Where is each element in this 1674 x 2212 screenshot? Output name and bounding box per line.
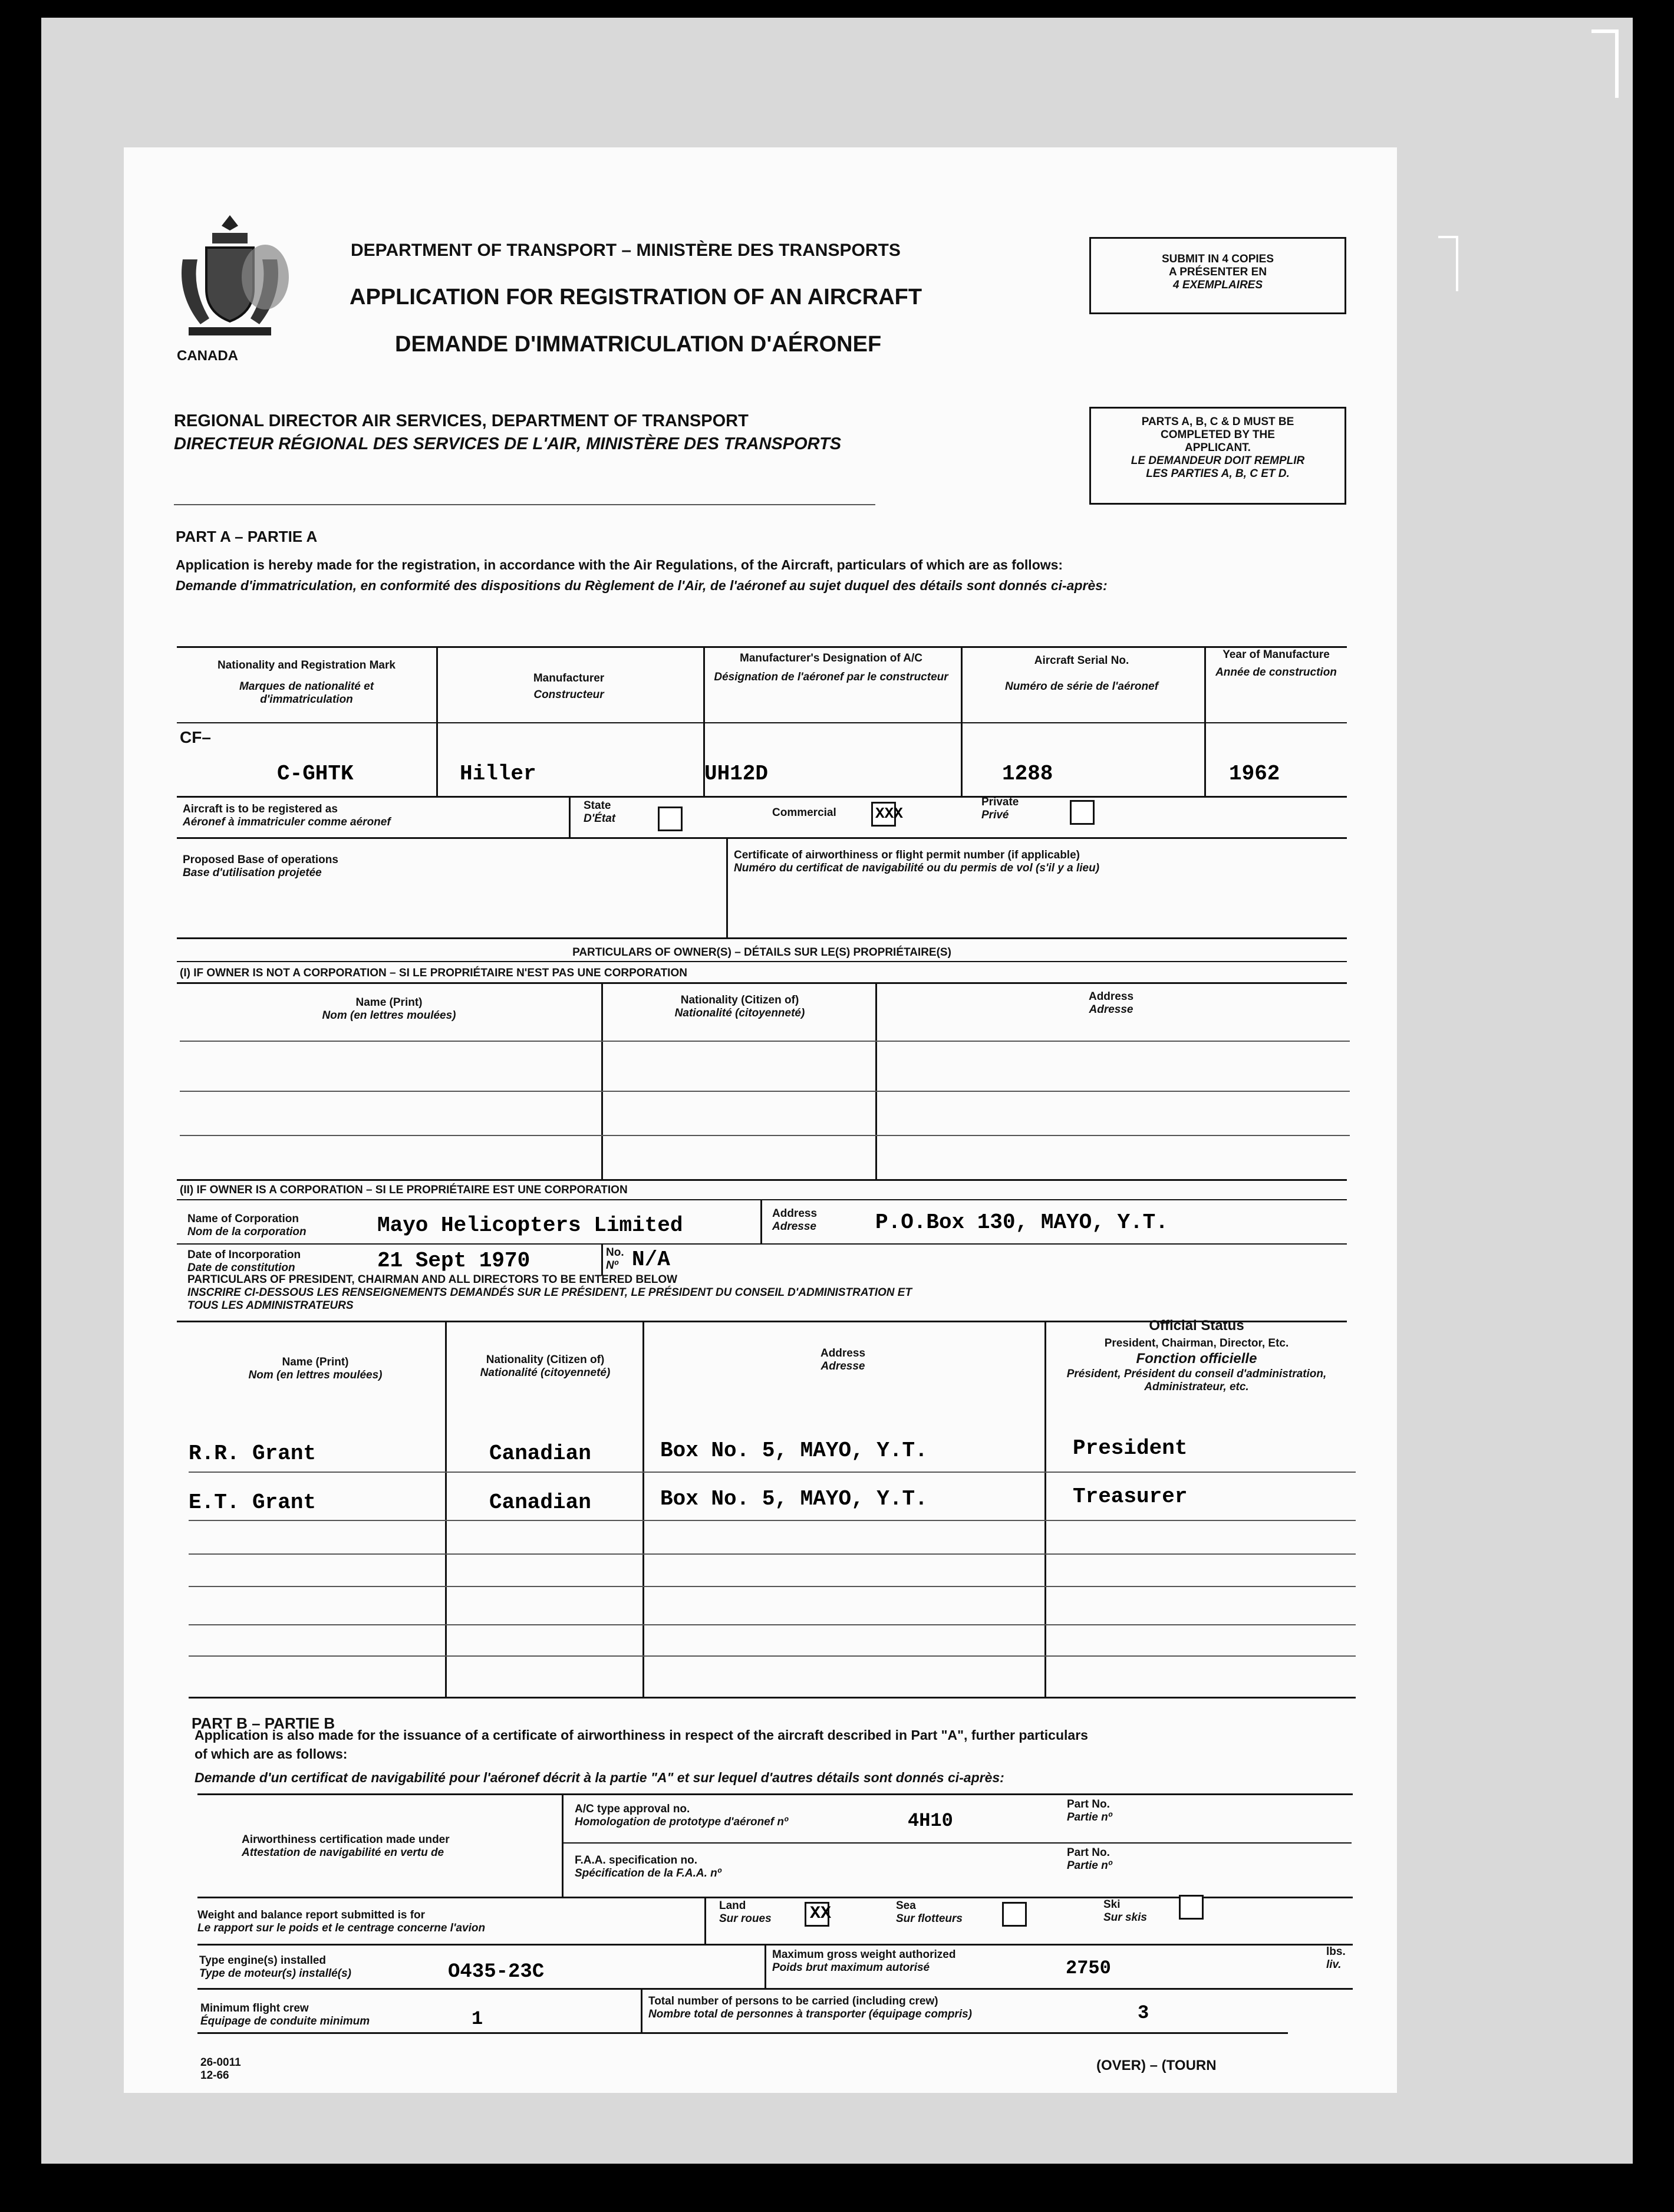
officer-nationality-header [448,1354,642,1380]
table-rule [177,937,1347,939]
registration-value: C-GHTK [277,762,354,786]
max-weight-label [772,1948,955,1974]
part-no-fr: Partie nº [1067,1859,1112,1872]
form-no: 26-0011 [200,2056,241,2069]
corp-address-en: Address [772,1207,818,1220]
type-approval-en: A/C type approval no. [575,1803,690,1815]
commercial-mark: XXX [875,805,903,822]
commercial-label: Commercial [772,807,836,819]
director-en: REGIONAL DIRECTOR AIR SERVICES, DEPARTMENT OF TRANSPORT [174,412,749,430]
unit-lbs: lbs. [1326,1946,1346,1958]
part-b-intro-en: of which are as follows: [195,1746,348,1762]
table-rule [177,722,1347,723]
engine-fr: Type de moteur(s) installé(s) [199,1967,351,1980]
officer-row-line [189,1472,1356,1473]
number-value: N/A [632,1247,670,1272]
officer-row-line [189,1553,1356,1555]
incorporation-label [187,1249,301,1275]
cert-made-fr: Attestation de navigabilité en vertu de [242,1846,444,1859]
min-crew-value: 1 [472,2008,483,2030]
cf-prefix: CF– [180,728,211,746]
col-label-en: Nationality and Registration Mark [218,659,396,672]
state-label [584,799,615,825]
col-label-fr: Adresse [1089,1003,1133,1016]
col-label-en: Nationality (Citizen of) [680,994,799,1006]
table-divider [569,796,571,837]
crew-en: Minimum flight crew [200,2002,309,2015]
table-rule [177,1179,1347,1181]
weight-balance-label [197,1909,485,1935]
table-divider [641,1988,642,2032]
table-divider [601,1243,603,1276]
col-label-en: Nationality (Citizen of) [486,1354,605,1366]
officers-fr: TOUS LES ADMINISTRATEURS [187,1299,354,1312]
max-weight-value: 2750 [1066,1957,1111,1979]
form-number [200,2056,241,2082]
table-divider [961,646,963,796]
col-label-en: Name (Print) [282,1356,349,1368]
corp-name-label [187,1213,307,1239]
col-label-en: Name (Print) [355,996,423,1009]
officers-heading [187,1273,912,1312]
cert-fr: Numéro du certificat de navigabilité ou du permis de vol (s'il y a lieu) [734,862,1100,874]
col-label-fr: Désignation de l'aéronef par le constructeur [714,671,948,683]
ski-en: Ski [1103,1898,1121,1911]
sea-fr: Sur flotteurs [896,1913,963,1925]
engine-value: O435-23C [448,1961,545,1983]
inc-en: Date of Incorporation [187,1249,301,1261]
col-label-en: Year of Manufacture [1222,649,1330,661]
cert-number-label [734,849,1099,875]
table-rule [177,837,1347,839]
not-corporation-heading: (I) IF OWNER IS NOT A CORPORATION – SI LE PROPRIÉTAIRE N'EST PAS UNE CORPORATION [180,967,687,979]
officer-row-line [189,1624,1356,1625]
private-label [981,796,1019,822]
officer-row-line [189,1520,1356,1521]
part-b-intro-en: Application is also made for the issuance of a certificate of airworthiness in respect of the aircraft described in Part "A", further particulars [195,1727,1088,1743]
officer-row-line [189,1655,1356,1657]
no-fr: Nº [606,1259,618,1272]
table-rule [177,961,1347,962]
manufacturer-value: Hiller [460,762,536,786]
land-checkbox[interactable] [805,1902,832,1927]
cert-en: Certificate of airworthiness or flight permit number (if applicable) [734,849,1080,861]
col-registration-header [195,659,418,706]
part-no-en: Part No. [1067,1846,1110,1859]
type-approval-label [575,1803,788,1829]
serial-value: 1288 [1002,762,1053,786]
certification-made-label [242,1834,450,1859]
table-divider [875,982,877,1179]
base-en: Proposed Base of operations [183,854,338,866]
part-no-label [1067,1798,1112,1824]
corp-name-value: Mayo Helicopters Limited [377,1213,683,1237]
part-b-heading: PART B – PARTIE B [192,1714,335,1732]
officer-name-header [183,1356,448,1382]
type-approval-value: 4H10 [908,1810,953,1832]
canada-coat-of-arms-icon [171,212,289,348]
form-title-en: APPLICATION FOR REGISTRATION OF AN AIRCRAFT [350,285,922,310]
table-divider [704,1897,706,1944]
corp-address-value: P.O.Box 130, MAYO, Y.T. [875,1210,1168,1235]
table-divider [445,1321,447,1698]
persons-label [648,1995,972,2021]
department-heading: DEPARTMENT OF TRANSPORT – MINISTÈRE DES TRANSPORTS [351,241,901,260]
sea-label [896,1900,963,1925]
private-en: Private [981,796,1019,808]
land-fr: Sur roues [719,1913,772,1925]
parts-line: COMPLETED BY THE [1161,429,1275,441]
crew-fr: Équipage de conduite minimum [200,2015,370,2027]
director-address-line [174,504,875,505]
type-approval-fr: Homologation de prototype d'aéronef nº [575,1816,788,1828]
col-manufacturer-header [448,672,690,702]
corp-name-fr: Nom de la corporation [187,1226,307,1238]
table-rule [197,2032,1288,2034]
land-label [719,1900,772,1925]
form-title-fr: DEMANDE D'IMMATRICULATION D'AÉRONEF [395,332,882,357]
base-fr: Base d'utilisation projetée [183,867,322,879]
col-label-en: Manufacturer's Designation of A/C [740,652,922,664]
persons-value: 3 [1138,2002,1149,2024]
officer-nationality: Canadian [489,1441,591,1466]
officers-en: PARTICULARS OF PRESIDENT, CHAIRMAN AND ALL DIRECTORS TO BE ENTERED BELOW [187,1273,678,1286]
inc-fr: Date de constitution [187,1262,295,1274]
col-label-fr: Nationalité (citoyenneté) [674,1007,805,1019]
parts-line: PARTS A, B, C & D MUST BE [1141,416,1294,428]
part-b-intro-fr: Demande d'un certificat de navigabilité pour l'aéronef décrit à la partie "A" et sur lequel d'autres détails sont donnés ci-après: [195,1770,1004,1785]
part-no-fr: Partie nº [1067,1811,1112,1823]
table-rule [197,1988,1353,1990]
corp-address-label [772,1207,817,1233]
table-divider [726,837,728,937]
table-rule [197,1944,1353,1946]
officer-nationality: Canadian [489,1490,591,1515]
status-en: Official Status [1149,1318,1244,1334]
col-serial-header [973,654,1191,693]
film-corner-mark [1591,29,1619,98]
officer-row-line [189,1586,1356,1587]
officer-name: R.R. Grant [189,1441,317,1466]
col-label-fr: Année de construction [1215,666,1337,679]
table-rule [189,1697,1356,1698]
part-no-label [1067,1846,1112,1872]
base-label [183,854,338,880]
parts-line: LES PARTIES A, B, C ET D. [1146,468,1290,480]
year-value: 1962 [1229,762,1280,786]
state-fr: D'État [584,812,616,825]
col-label-fr: Marques de nationalité et d'immatriculation [239,680,374,706]
corp-address-fr: Adresse [772,1220,816,1233]
col-label-fr: Nationalité (citoyenneté) [480,1367,611,1379]
unit-liv: liv. [1326,1958,1342,1971]
cert-made-en: Airworthiness certification made under [242,1834,450,1846]
table-divider [760,1199,762,1243]
sea-en: Sea [896,1900,916,1912]
part-a-heading: PART A – PARTIE A [176,528,318,545]
faa-fr: Spécification de la F.A.A. nº [575,1867,721,1879]
private-fr: Privé [981,809,1009,821]
faa-en: F.A.A. specification no. [575,1854,697,1867]
table-divider [1204,646,1206,796]
persons-en: Total number of persons to be carried (including crew) [648,1995,938,2007]
film-corner-mark [1438,236,1458,291]
land-en: Land [719,1900,746,1912]
parts-line: APPLICANT. [1185,442,1251,454]
wb-en: Weight and balance report submitted is for [197,1909,426,1921]
status-sub-fr: Président, Président du conseil d'administration, Administrateur, etc. [1066,1368,1327,1393]
officer-address: Box No. 5, MAYO, Y.T. [660,1439,928,1463]
over-label: (OVER) – (TOURN [1096,2058,1217,2073]
owner-name-header [183,996,595,1022]
number-label [606,1246,624,1272]
designation-value: UH12D [704,762,769,786]
parts-line: LE DEMANDEUR DOIT REMPLIR [1131,455,1305,467]
sea-checkbox[interactable] [1002,1902,1027,1927]
ski-fr: Sur skis [1103,1911,1147,1924]
col-label-en: Manufacturer [533,672,605,684]
officer-status: Treasurer [1073,1484,1188,1509]
registered-as-en: Aircraft is to be registered as [183,803,338,815]
status-sub-en: President, Chairman, Director, Etc. [1104,1337,1289,1349]
table-rule [177,982,1347,984]
weight-unit [1326,1946,1346,1971]
col-label-en: Aircraft Serial No. [1034,654,1129,667]
owner-row-line [180,1091,1350,1092]
officer-status-header [1046,1319,1347,1394]
table-divider [642,1321,644,1698]
private-checkbox[interactable] [1070,800,1095,825]
status-fr: Fonction officielle [1136,1351,1257,1367]
col-label-fr: Constructeur [533,689,604,701]
owner-nationality-header [604,994,875,1020]
col-year-header [1211,649,1341,679]
part-a-intro-en: Application is hereby made for the registration, in accordance with the Air Regulations, of the Aircraft, particulars of which are as follows: [176,557,1063,572]
submit-copies-box [1089,237,1346,314]
ski-checkbox[interactable] [1179,1895,1204,1920]
owners-heading: PARTICULARS OF OWNER(S) – DÉTAILS SUR LE(S) PROPRIÉTAIRE(S) [572,946,951,959]
part-no-en: Part No. [1067,1798,1110,1811]
col-designation-header [713,652,949,684]
table-rule [177,646,1347,648]
table-divider [562,1793,564,1897]
col-label-fr: Adresse [820,1360,865,1372]
parts-required-box [1089,407,1346,505]
owner-address-header [878,990,1344,1016]
col-label-fr: Nom (en lettres moulées) [248,1369,383,1381]
table-divider [764,1944,766,1988]
col-label-en: Address [820,1347,866,1360]
officers-fr: INSCRIRE CI-DESSOUS LES RENSEIGNEMENTS DEMANDÉS SUR LE PRÉSIDENT, LE PRÉSIDENT DU CONSEIL D'ADMINISTRATION ET [187,1286,912,1299]
col-label-fr: Numéro de série de l'aéronef [1004,680,1159,693]
officer-name: E.T. Grant [189,1490,317,1515]
commercial-checkbox[interactable] [871,802,903,827]
officer-address: Box No. 5, MAYO, Y.T. [660,1487,928,1511]
submit-line: 4 EXEMPLAIRES [1172,279,1263,291]
no-en: No. [606,1246,624,1259]
mgw-fr: Poids brut maximum autorisé [772,1961,930,1974]
faa-spec-label [575,1854,721,1880]
director-fr: DIRECTEUR RÉGIONAL DES SERVICES DE L'AIR, MINISTÈRE DES TRANSPORTS [174,434,842,453]
officer-address-header [645,1347,1040,1373]
table-divider [436,646,438,796]
officer-status: President [1073,1436,1188,1460]
land-mark: XX [810,1904,832,1924]
table-rule [562,1842,1352,1844]
corporation-heading: (II) IF OWNER IS A CORPORATION – SI LE PROPRIÉTAIRE EST UNE CORPORATION [180,1184,628,1196]
owner-row-line [180,1135,1350,1136]
form-date: 12-66 [200,2069,229,2082]
mgw-en: Maximum gross weight authorized [772,1948,956,1961]
incorporation-date-value: 21 Sept 1970 [377,1249,530,1273]
table-divider [1044,1321,1046,1698]
corp-name-en: Name of Corporation [187,1213,299,1225]
registered-as-label [183,803,391,829]
table-rule [177,796,1347,798]
submit-line: A PRÉSENTER EN [1168,266,1267,278]
engine-label [199,1954,351,1980]
engine-en: Type engine(s) installed [199,1954,327,1967]
col-label-en: Address [1088,990,1134,1003]
col-label-fr: Nom (en lettres moulées) [322,1009,456,1022]
persons-fr: Nombre total de personnes à transporter (équipage compris) [648,2008,972,2020]
wb-fr: Le rapport sur le poids et le centrage concerne l'avion [197,1922,486,1934]
table-rule [177,1243,1347,1245]
country-label: CANADA [177,348,238,364]
state-en: State [584,799,611,812]
table-divider [601,982,603,1179]
min-crew-label [200,2002,370,2028]
submit-line: SUBMIT IN 4 COPIES [1161,253,1274,265]
ski-label [1103,1898,1147,1924]
table-rule [197,1793,1353,1795]
part-a-intro-fr: Demande d'immatriculation, en conformité des dispositions du Règlement de l'Air, de l'aéronef au sujet duquel des détails sont donnés ci-après: [176,578,1108,593]
state-checkbox[interactable] [658,807,683,831]
registered-as-fr: Aéronef à immatriculer comme aéronef [183,816,391,828]
owner-row-line [180,1041,1350,1042]
